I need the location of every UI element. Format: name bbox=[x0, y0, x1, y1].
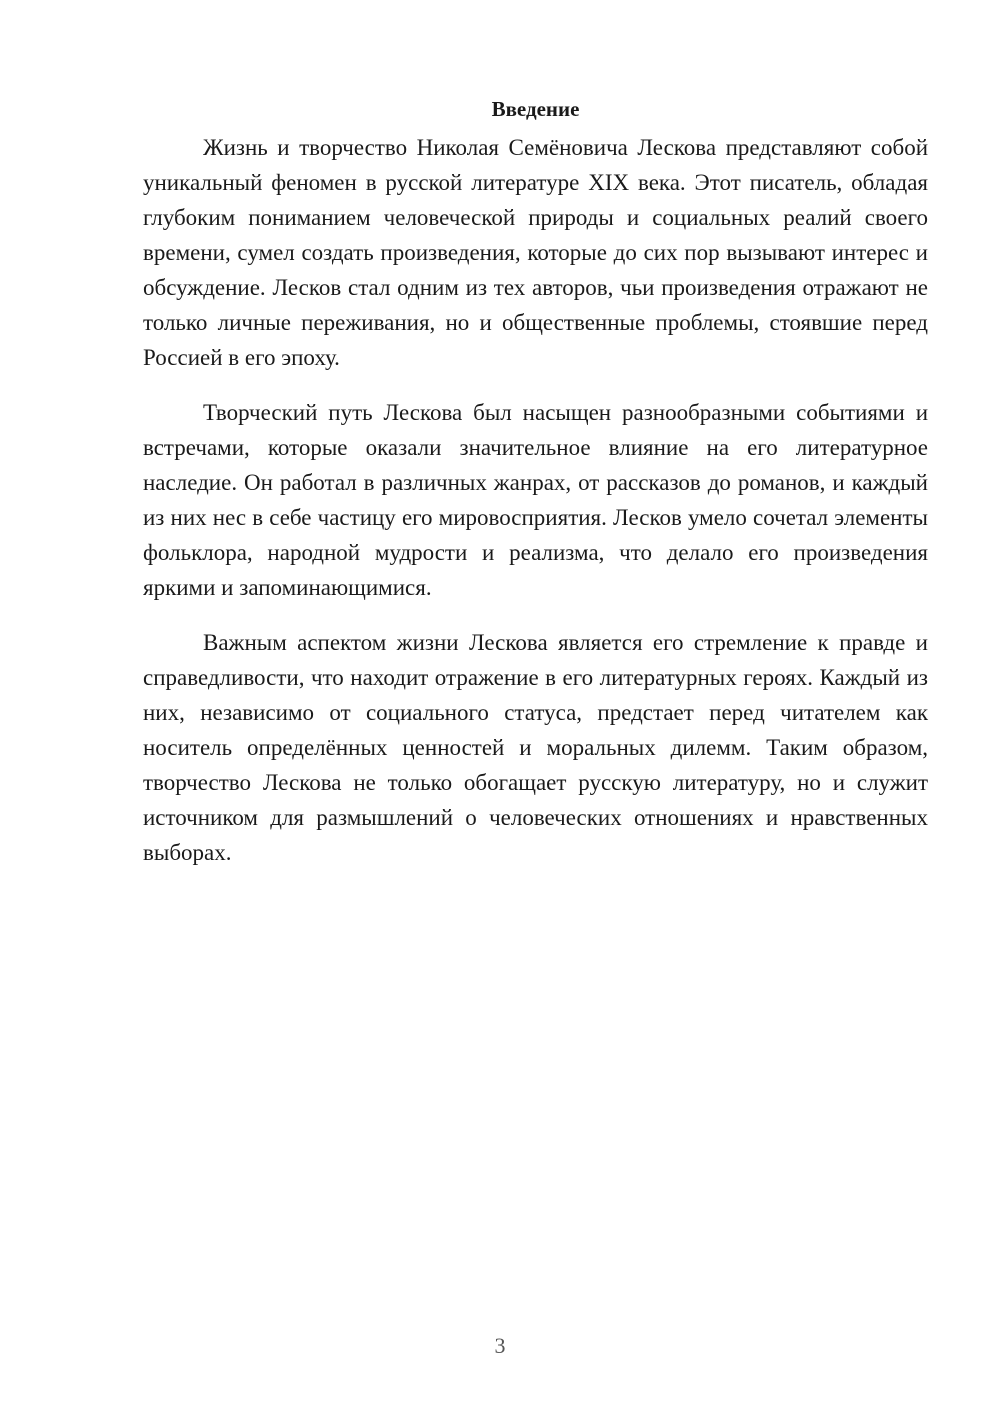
document-body bbox=[143, 94, 928, 890]
section-heading: Введение bbox=[491, 97, 580, 121]
paragraph-2: Творческий путь Лескова был насыщен разнообразными событиями и встречами, которые оказали значительное влияние на его литературное наследие. Он работал в различных жанрах, от рассказов до романов, и каждый из них нес в себе частицу его мировосприятия. Лесков умело сочетал элементы фольклора, народной мудрости и реализма, что делало его произведения яркими и запоминающимися. bbox=[143, 400, 928, 600]
paragraph-3: Важным аспектом жизни Лескова является его стремление к правде и справедливости, что находит отражение в его литературных героях. Каждый из них, независимо от социального статуса, предстает перед читателем как носитель определённых ценностей и моральных дилемм. Таким образом, творчество Лескова не только обогащает русскую литературу, но и служит источником для размышлений о человеческих отношениях и нравственных выборах. bbox=[143, 630, 928, 865]
paragraph-1: Жизнь и творчество Николая Семёновича Лескова представляют собой уникальный феномен в русской литературе XIX века. Этот писатель, обладая глубоким пониманием человеческой природы и социальных реалий своего времени, сумел создать произведения, которые до сих пор вызывают интерес и обсуждение. Лесков стал одним из тех авторов, чьи произведения отражают не только личные переживания, но и общественные проблемы, стоявшие перед Россией в его эпоху. bbox=[143, 135, 928, 370]
page-number: 3 bbox=[494, 1333, 506, 1358]
